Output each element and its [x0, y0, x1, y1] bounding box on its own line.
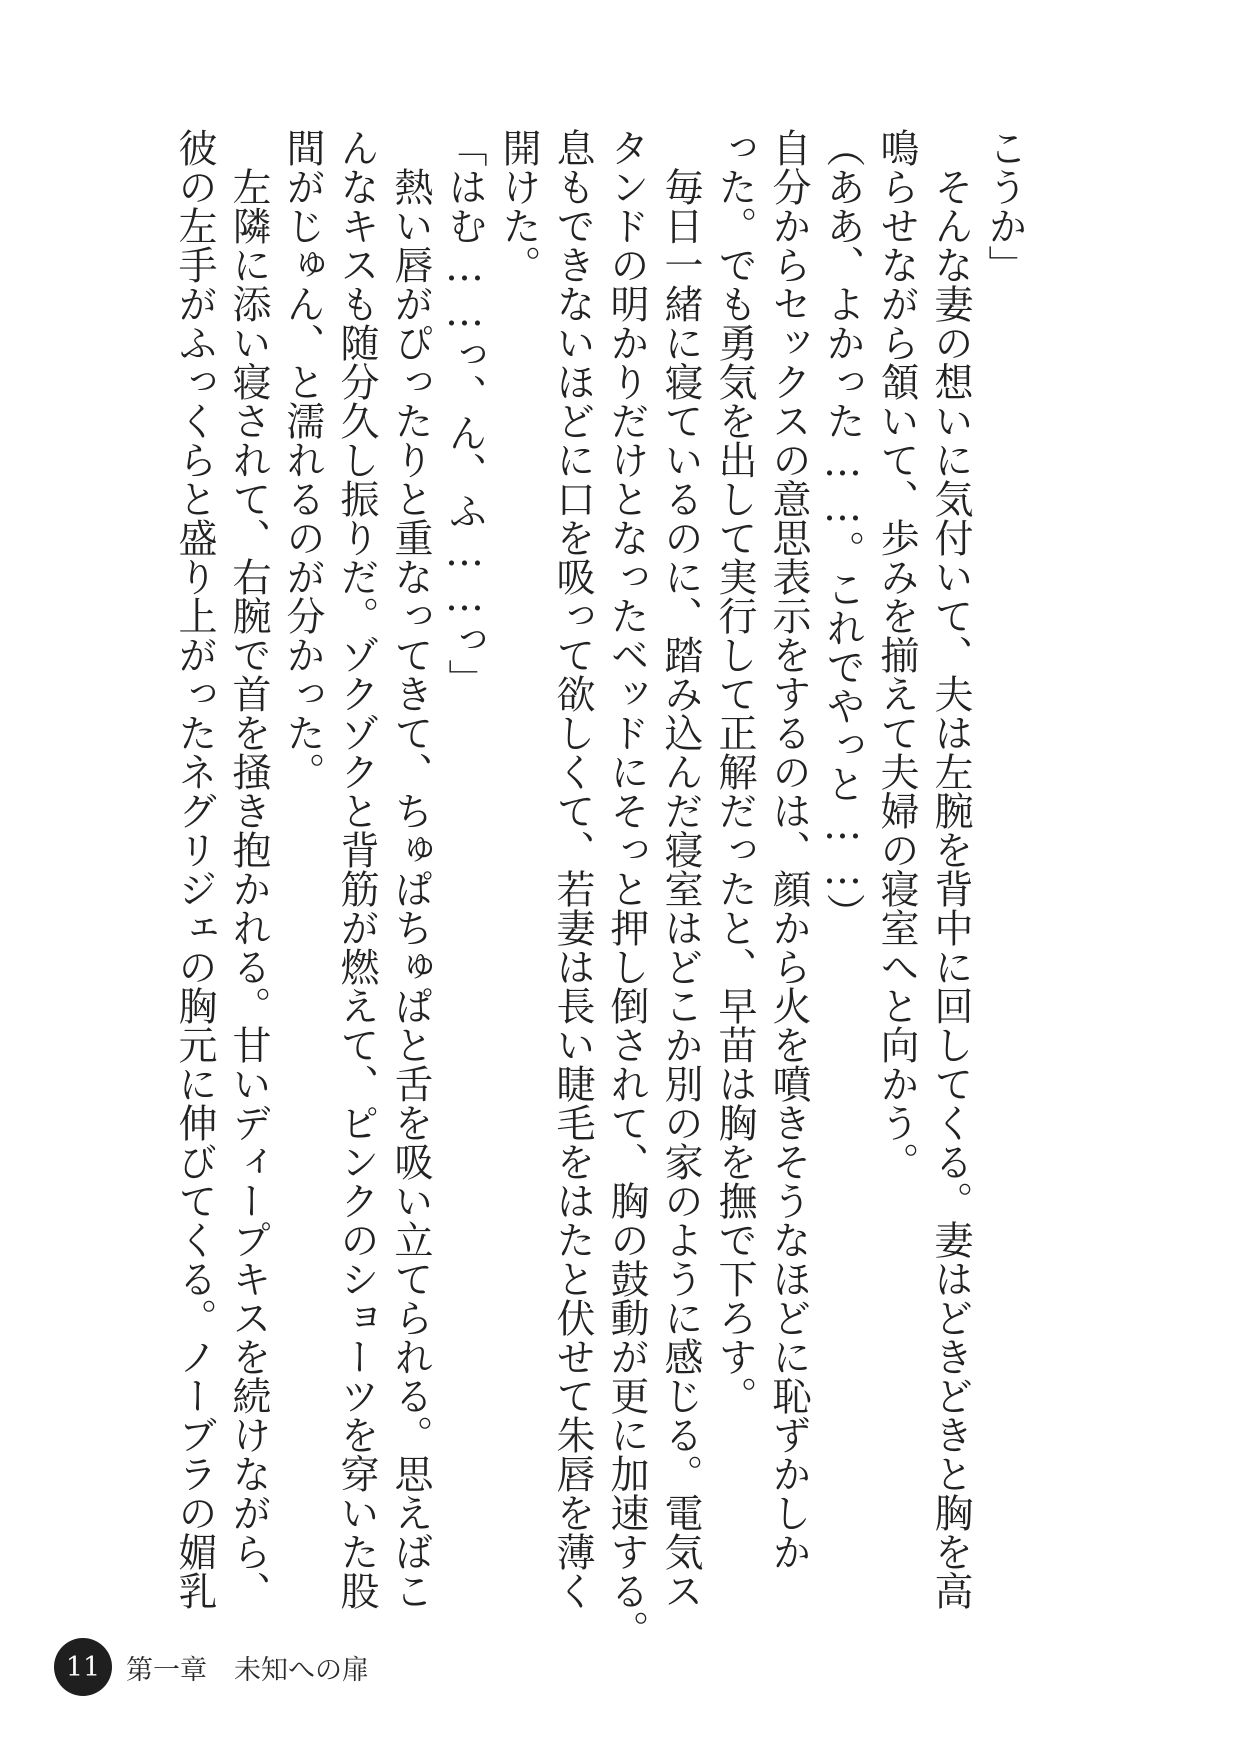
text-line: （ああ、よかった……。これでやっと……） [820, 128, 865, 932]
body-text [167, 128, 1031, 1658]
page-number: 11 [54, 1638, 112, 1696]
page-footer [54, 1637, 369, 1697]
text-line: 毎日一緒に寝ているのに、踏み込んだ寝室はどこか別の家のように感じる。電気ス [658, 128, 703, 1610]
text-line: こうか」 [982, 128, 1027, 284]
text-line: 熱い唇がぴったりと重なってきて、ちゅぱちゅぱと舌を吸い立てられる。思えばこ [388, 128, 433, 1610]
text-line: 彼の左手がふっくらと盛り上がったネグリジェの胸元に伸びてくる。ノーブラの媚乳 [172, 128, 217, 1610]
text-line: 自分からセックスの意思表示をするのは、顔から火を噴きそうなほどに恥ずかしか [766, 128, 811, 1571]
text-line: 間がじゅん、と濡れるのが分かった。 [280, 128, 325, 791]
text-line: った。でも勇気を出して実行して正解だったと、早苗は胸を撫で下ろす。 [712, 128, 757, 1415]
text-line: そんな妻の想いに気付いて、夫は左腕を背中に回してくる。妻はどきどきと胸を高 [928, 128, 973, 1610]
text-line: タンドの明かりだけとなったベッドにそっと押し倒されて、胸の鼓動が更に加速する。 [604, 128, 649, 1649]
text-line: 息もできないほどに口を吸って欲しくて、若妻は長い睫毛をはたと伏せて朱唇を薄く [550, 128, 595, 1610]
text-line: んなキスも随分久し振りだ。ゾクゾクと背筋が燃えて、ピンクのショーツを穿いた股 [334, 128, 379, 1610]
text-line: 「はむ……っ、ん、ふ……っ」 [442, 128, 487, 698]
text-line: 鳴らせながら頷いて、歩みを揃えて夫婦の寝室へと向かう。 [874, 128, 919, 1181]
text-line: 左隣に添い寝されて、右腕で首を掻き抱かれる。甘いディープキスを続けながら、 [226, 128, 271, 1610]
text-line: 開けた。 [496, 128, 541, 284]
chapter-title: 第一章 未知への扉 [126, 1654, 369, 1686]
